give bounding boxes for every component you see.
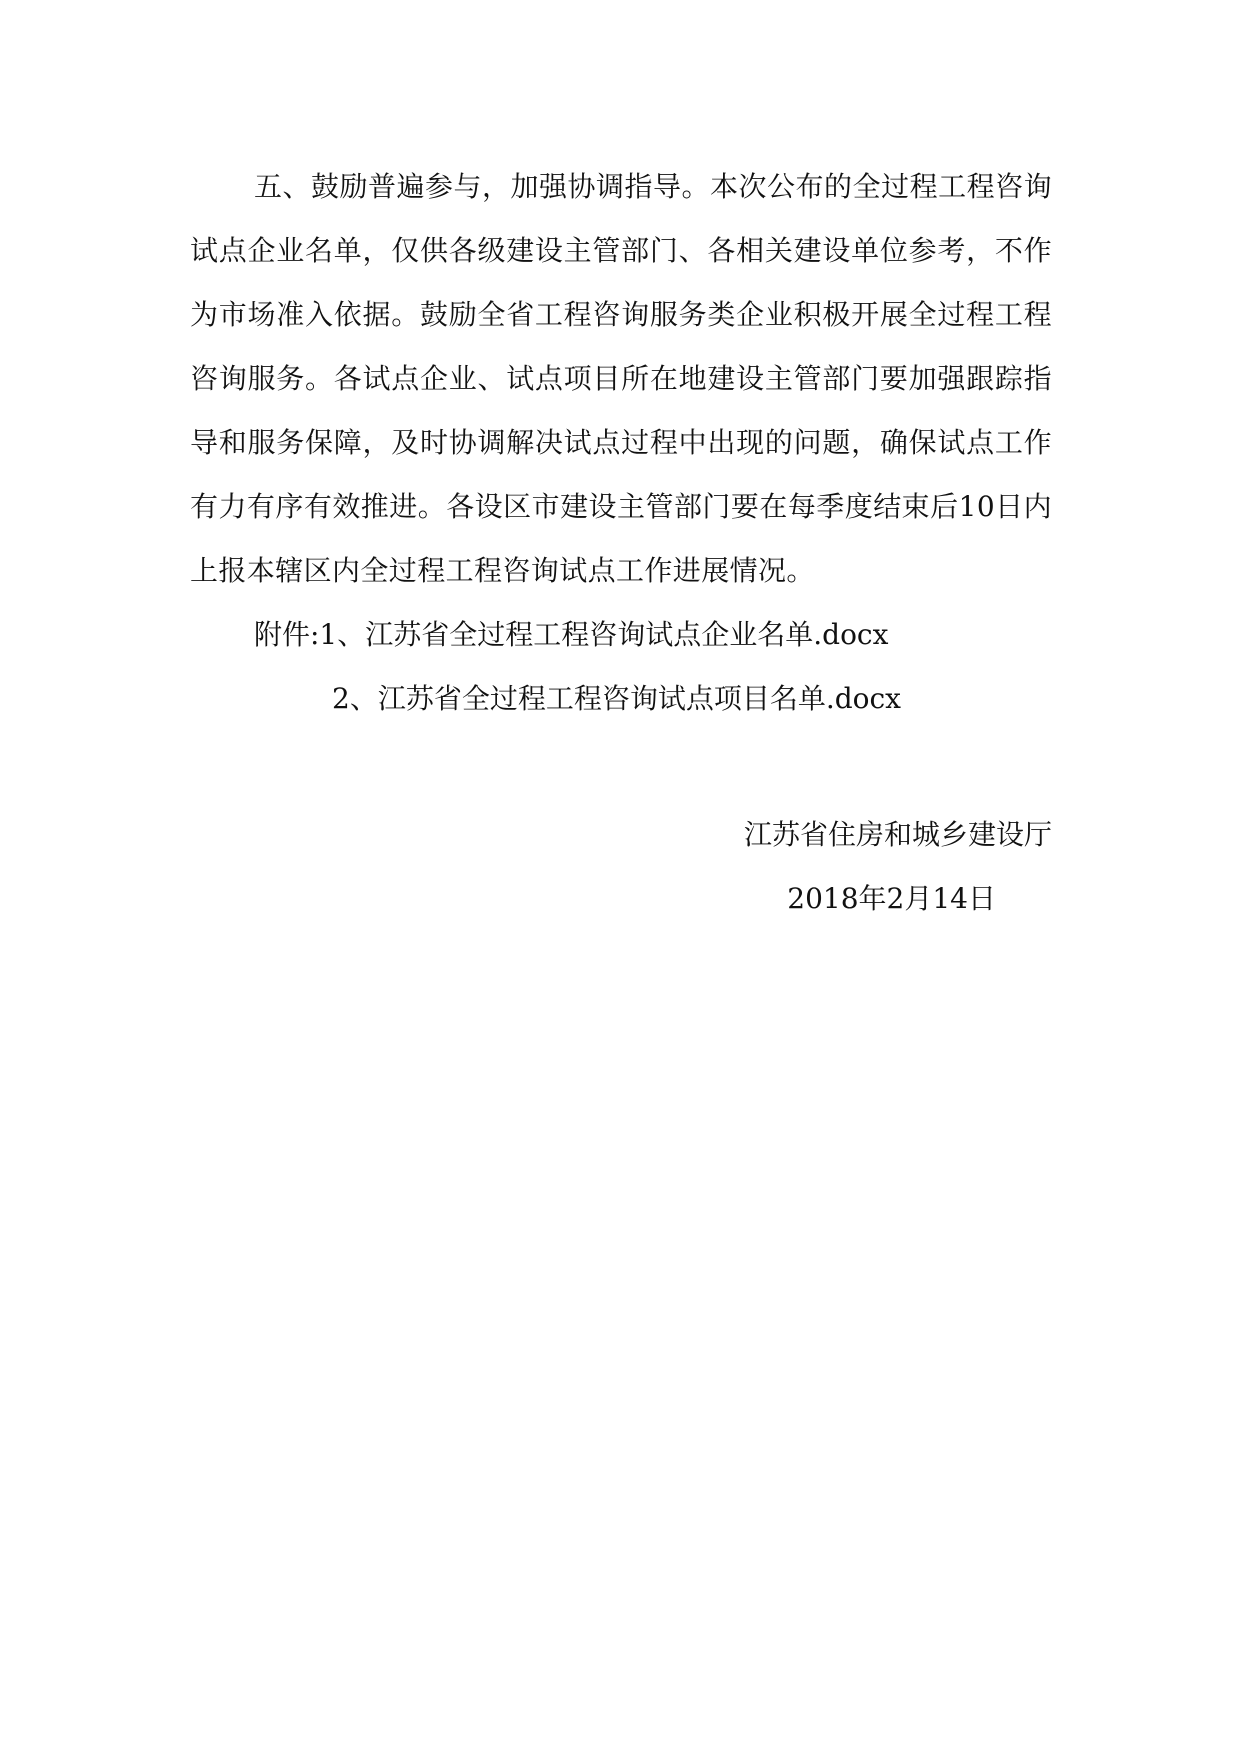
- issue-date: 2018年2月14日: [787, 882, 996, 915]
- paragraph-five: 五、鼓励普遍参与，加强协调指导。本次公布的全过程工程咨询试点企业名单，仅供各级建设主管部门、各相关建设单位参考，不作为市场准入依据。鼓励全省工程咨询服务类企业积极开展全过程工程咨询服务。各试点企业、试点项目所在地建设主管部门要加强跟踪指导和服务保障，及时协调解决试点过程中出现的问题，确保试点工作有力有序有效推进。各设区市建设主管部门要在每季度结束后10日内上报本辖区内全过程工程咨询试点工作进展情况。: [190, 170, 1052, 587]
- document-body: [190, 155, 1052, 731]
- issuing-organization: 江苏省住房和城乡建设厅: [743, 818, 1052, 851]
- attachment-2-link[interactable]: 2、江苏省全过程工程咨询试点项目名单.docx: [332, 682, 901, 715]
- attachment-1-link[interactable]: 附件:1、江苏省全过程工程咨询试点企业名单.docx: [254, 618, 889, 651]
- signature-block: [744, 803, 1052, 931]
